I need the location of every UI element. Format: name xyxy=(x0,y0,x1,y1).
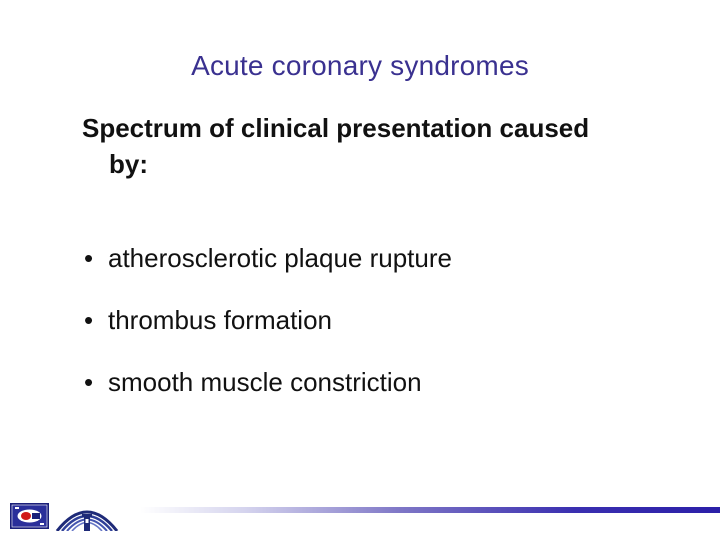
emblem-logo-icon xyxy=(55,499,119,531)
intro-text xyxy=(82,110,642,182)
intro-line-1: Spectrum of clinical presentation caused xyxy=(82,113,590,143)
bullet-text: thrombus formation xyxy=(108,305,332,335)
bullet-icon: • xyxy=(84,367,94,397)
intro-line-2: by: xyxy=(109,149,148,179)
bullet-icon: • xyxy=(84,243,94,273)
bullet-icon: • xyxy=(84,305,94,335)
list-item xyxy=(84,240,452,302)
footer-divider xyxy=(140,507,720,513)
list-item xyxy=(84,302,452,364)
slide-title: Acute coronary syndromes xyxy=(191,50,529,81)
bullet-text: atherosclerotic plaque rupture xyxy=(108,243,452,273)
bullet-list xyxy=(84,240,452,426)
society-logo-icon xyxy=(10,503,49,529)
list-item xyxy=(84,364,452,426)
bullet-text: smooth muscle constriction xyxy=(108,367,422,397)
